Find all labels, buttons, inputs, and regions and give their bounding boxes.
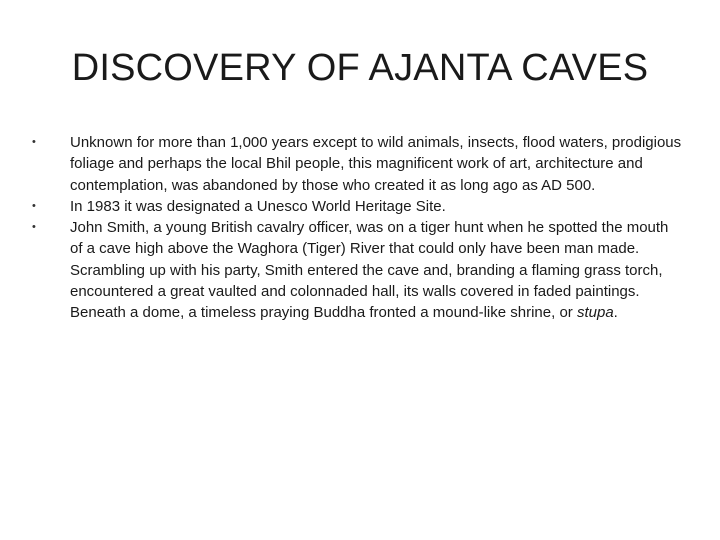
bullet-text-italic: stupa xyxy=(576,304,614,322)
bullet-icon: • xyxy=(32,221,36,234)
bullet-icon: • xyxy=(32,136,36,148)
list-item xyxy=(32,196,682,217)
bullet-text: Unknown for more than 1,000 years except to wild animals, insects, flood waters, prodigious foliage and perhaps the local Bhil people, this magnificent work of art, architecture and contemplation, was abandoned by those who created it as long ago as AD 500. xyxy=(70,134,682,194)
list-item xyxy=(32,217,682,323)
list-item xyxy=(32,132,682,196)
bullet-list xyxy=(32,132,682,324)
bullet-icon: • xyxy=(32,199,36,212)
bullet-text-main: John Smith, a young British cavalry officer, was on a tiger hunt when he spotted the mouth of a cave high above the Waghora (Tiger) River that could only have been man made. Scrambling up with his party, Smith entered the cave and, branding a flaming grass torch, encountered a great vaulted and colonnaded hall, its walls covered in faded paintings. Beneath a dome, a timeless praying Buddha fronted a mound-like shrine, or xyxy=(70,219,669,322)
slide-title: DISCOVERY OF AJANTA CAVES xyxy=(71,47,649,89)
bullet-text: In 1983 it was designated a Unesco World Heritage Site. xyxy=(70,197,446,215)
bullet-text xyxy=(70,219,668,321)
bullet-text-end: . xyxy=(613,304,618,322)
